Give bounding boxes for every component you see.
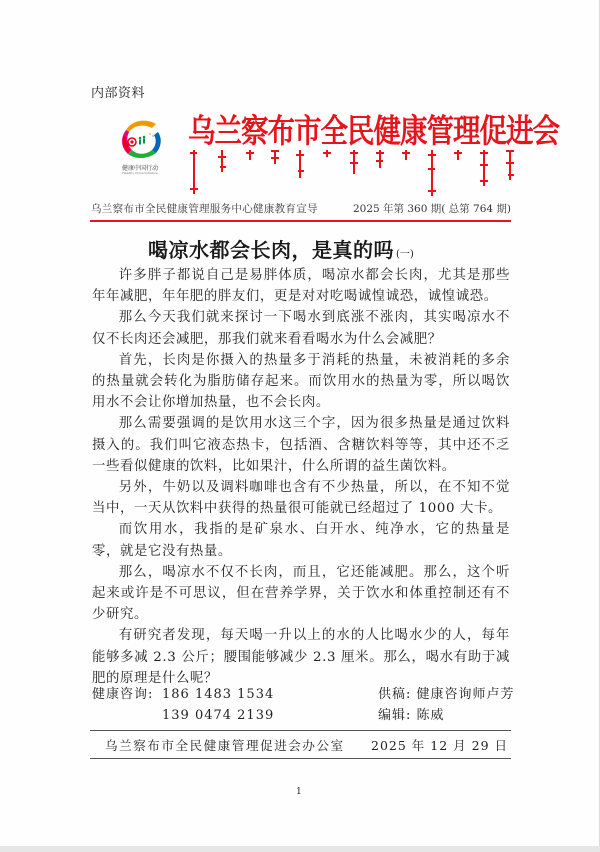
paragraph: 而饮用水，我指的是矿泉水、白开水、纯净水，它的热量是零，就是它没有热量。 [92, 522, 510, 559]
footer-top-rule [90, 730, 511, 731]
paragraph: 那么，喝凉水不仅不长肉，而且，它还能减肥。那么，这个听起来或许是不可思议，但在营养学界，关于饮水和体重控制还有不少研究。 [92, 564, 510, 623]
issue-number: 2025 年第 360 期( 总第 764 期) [352, 203, 511, 215]
article-title-text: 喝凉水都会长肉，是真的吗 [148, 238, 394, 262]
issuing-office: 乌兰察布市全民健康管理促进会办公室 [105, 738, 345, 753]
organization-title: 乌兰察布市全民健康管理促进会 [188, 112, 559, 151]
editor: 编辑: 陈威 [378, 708, 445, 723]
article-body [92, 265, 510, 689]
footer-bottom-rule [90, 758, 511, 759]
logo-caption: 健康中国行动 [121, 165, 158, 172]
internal-material-label: 内部资料 [91, 86, 146, 101]
phone-number-2: 139 0474 2139 [162, 708, 275, 723]
paragraph: 首先，长肉是你摄入的热量多于消耗的热量，未被消耗的多余的热量就会转化为脂肪储存起来。而饮用水的热量为零，所以喝饮用水不会让你增加热量，也不会长肉。 [92, 352, 510, 411]
paragraph: 那么今天我们就来探讨一下喝水到底涨不涨肉，其实喝凉水不仅不长肉还会减肥，那我们就来看看喝水为什么会减肥？ [92, 310, 510, 347]
header-red-rule [90, 220, 511, 222]
paragraph: 许多胖子都说自己是易胖体质，喝凉水都会长肉，尤其是那些年年减肥，年年肥的胖友们，更是对对吃喝诚惶诚恐，诚惶诚恐。 [92, 268, 510, 305]
article-title [148, 234, 414, 263]
consultation-label: 健康咨询: [92, 687, 154, 702]
paragraph: 有研究者发现，每天喝一升以上的水的人比喝水少的人，每年能够多减 2.3 公斤；腰围能够减少 2.3 厘米。那么，喝水有助于减肥的原理是什么呢？ [92, 628, 510, 686]
logo-subcaption: Healthy China Initiative [122, 171, 158, 175]
viewer-bottom-band [0, 846, 600, 852]
healthy-china-logo-icon [112, 116, 168, 162]
article-part-label: (一) [396, 249, 414, 260]
mongolian-script-subtitle [190, 148, 520, 196]
publisher-line: 乌兰察布市全民健康管理服务中心健康教育宣导 [91, 203, 318, 215]
issue-date: 2025 年 12 月 29 日 [371, 738, 508, 753]
contributor: 供稿: 健康咨询师卢芳 [378, 687, 515, 702]
paragraph: 另外，牛奶以及调料咖啡也含有不少热量，所以，在不知不觉当中，一天从饮料中获得的热量很可能就已经超过了 1000 大卡。 [92, 480, 510, 517]
healthy-china-logo [112, 116, 168, 182]
page-number: 1 [296, 787, 302, 797]
paragraph: 那么需要强调的是饮用水这三个字，因为很多热量是通过饮料摄入的。我们叫它液态热卡，包括酒、含糖饮料等等，其中还不乏一些看似健康的饮料，比如果汁，什么所谓的益生菌饮料。 [92, 416, 510, 474]
phone-number-1: 186 1483 1534 [162, 687, 275, 702]
